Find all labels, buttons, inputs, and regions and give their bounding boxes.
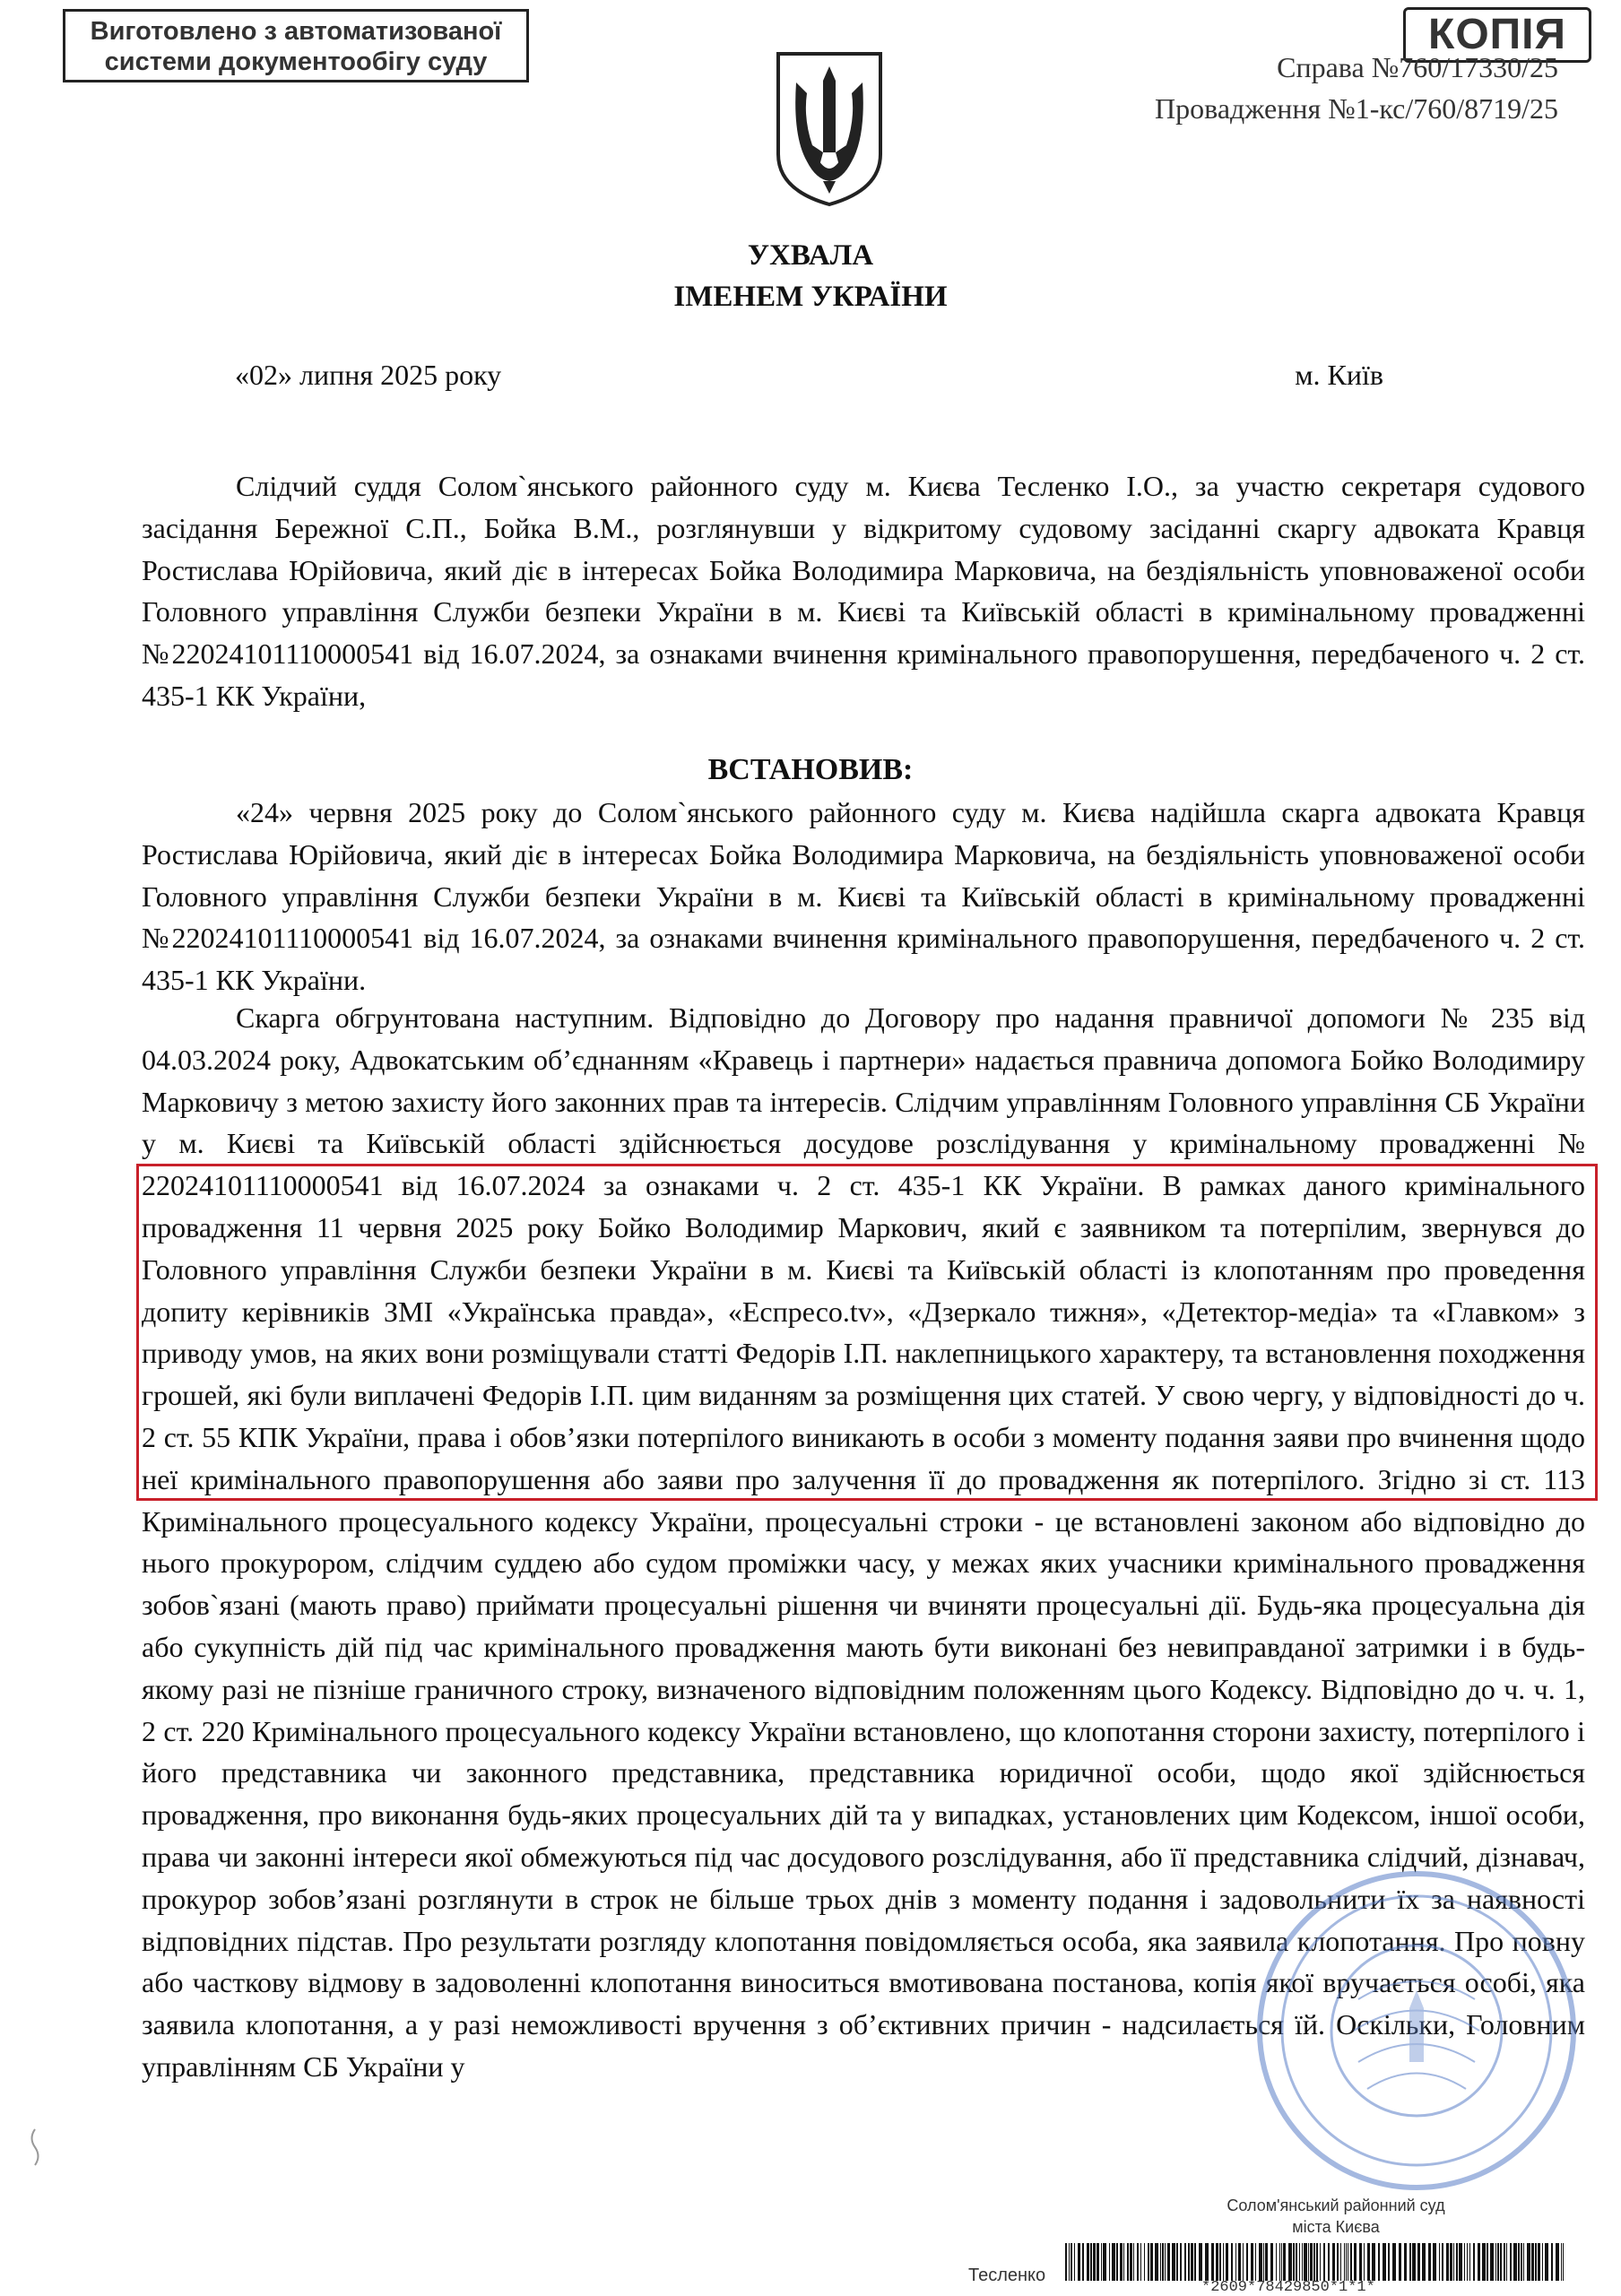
barcode-number: *2609*78429850*1*1* — [1201, 2279, 1375, 2296]
court-name-stamp — [1192, 2195, 1479, 2238]
system-stamp-line1: Виготовлено з автоматизованої — [90, 17, 502, 46]
copy-stamp: КОПІЯ — [1403, 7, 1591, 63]
intro-paragraph: Слідчий суддя Солом`янського районного суду м. Києва Тесленко І.О., за участю секретаря судового засідання Бережної С.П., Бойка В.М., розглянувши у відкритому судовому засіданні скаргу адвоката Кравця Ростислава Юрійовича, який діє в інтересах Бойка Володимира Марковича, на бездіяльність уповноваженої особи Головного управління Служби безпеки України в м. Києві та Київській області в кримінальному провадженні №22024101110000541 від 16.07.2024, за ознаками вчинення кримінального правопорушення, передбаченого ч. 2 ст. 435-1 КК України, — [142, 470, 1585, 712]
judge-name: Тесленко — [968, 2266, 1046, 2285]
section-heading: ВСТАНОВИВ: — [707, 753, 914, 786]
document-date: «02» липня 2025 року — [235, 359, 502, 391]
main-paragraph: Скарга обгрунтована наступним. Відповідно до Договору про надання правничої допомоги № 235 від 04.03.2024 року, Адвокатським об’єднанням «Кравець і партнери» надається правнича допомога Бойко Володимиру Марковичу з метою захисту його законних прав та інтересів. Слідчим управлінням Головного управління СБ України у м. Києві та Київській області здійснюється досудове розслідування у кримінальному провадженні № 22024101110000541 від 16.07.2024 за ознаками ч. 2 ст. 435-1 КК України. В рамках даного кримінального провадження 11 червня 2025 року Бойко Володимир Маркович, який є заявником та потерпілим, звернувся до Головного управління Служби безпеки України в м. Києві та Київській області із клопотанням про проведення допиту керівників ЗМІ «Українська правда», «Еспресо.tv», «Дзеркало тижня», «Детектор-медіа» та «Главком» з приводу умов, на яких вони розміщували статті Федорів І.П. наклепницького характеру, та встановлення походження грошей, які були виплачені Федорів І.П. цим виданням за розміщення цих статей. У свою чергу, у відповідності до ч. 2 ст. 55 КПК України, права і обов’язки потерпілого виникають в особи з моменту подання заяви про вчинення щодо неї кримінального правопорушення або заяви про залучення її до провадження як потерпілого. Згідно зі ст. 113 Кримінального процесуального кодексу України, процесуальні строки - це встановлені законом або відповідно до нього прокурором, слідчим суддею або судом проміжки часу, у межах яких учасники кримінального провадження зобов`язані (мають право) приймати процесуальні рішення чи вчиняти процесуальні дії. Будь-яка процесуальна дія або сукупність дій під час кримінального провадження мають бути виконані без невиправданої затримки і в будь-якому разі не пізніше граничного строку, визначеного відповідним положенням цього Кодексу. Відповідно до ч. ч. 1, 2 ст. 220 Кримінального процесуального кодексу України встановлено, що клопотання сторони захисту, потерпілого і його представника чи законного представника, представника юридичної особи, щодо якої здійснюється провадження, про виконання будь-яких процесуальних дій та у випадках, установлених цим Кодексом, іншої особи, права чи законні інтереси якої обмежуються під час досудового розслідування, або її представника слідчий, дізнавач, прокурор зобов’язані розглянути в строк не більше трьох днів з моменту подання і задовольнити їх за наявності відповідних підстав. Про результати розгляду клопотання повідомляється особа, яка заявила клопотання. Про повну або часткову відмову в задоволенні клопотання виноситься вмотивована постанова, копія якої вручається особі, яка заявила клопотання, а у разі неможливості вручення з об’єктивних причин - надсилається їй. Оскільки, Головним управлінням СБ України у — [142, 1001, 1585, 2083]
trident-coat-of-arms-icon — [771, 47, 888, 208]
barcode-icon — [1065, 2243, 1567, 2281]
automated-system-stamp — [63, 9, 529, 82]
date-line — [235, 354, 1383, 395]
document-title — [0, 235, 1621, 317]
proceeding-number: Провадження №1-кс/760/8719/25 — [1155, 92, 1558, 125]
document-city: м. Київ — [1295, 359, 1383, 391]
title-line2: ІМЕНЕМ УКРАЇНИ — [673, 281, 948, 313]
margin-mark-icon — [27, 2125, 43, 2179]
court-line2: міста Києва — [1292, 2218, 1380, 2236]
case-info — [1155, 47, 1558, 129]
system-stamp-line2: системи документообігу суду — [104, 48, 488, 76]
court-line1: Солом'янський районний суд — [1227, 2196, 1445, 2214]
case-number: Справа №760/17330/25 — [1277, 51, 1558, 83]
title-line1: УХВАЛА — [747, 239, 874, 272]
received-paragraph: «24» червня 2025 року до Солом`янського районного суду м. Києва надійшла скарга адвоката Кравця Ростислава Юрійовича, який діє в інтересах Бойка Володимира Марковича, на бездіяльність уповноваженої особи Головного управління Служби безпеки України в м. Києві та Київській області в кримінальному провадженні №22024101110000541 від 16.07.2024, за ознаками вчинення кримінального правопорушення, передбаченого ч. 2 ст. 435-1 КК України. — [142, 796, 1585, 997]
